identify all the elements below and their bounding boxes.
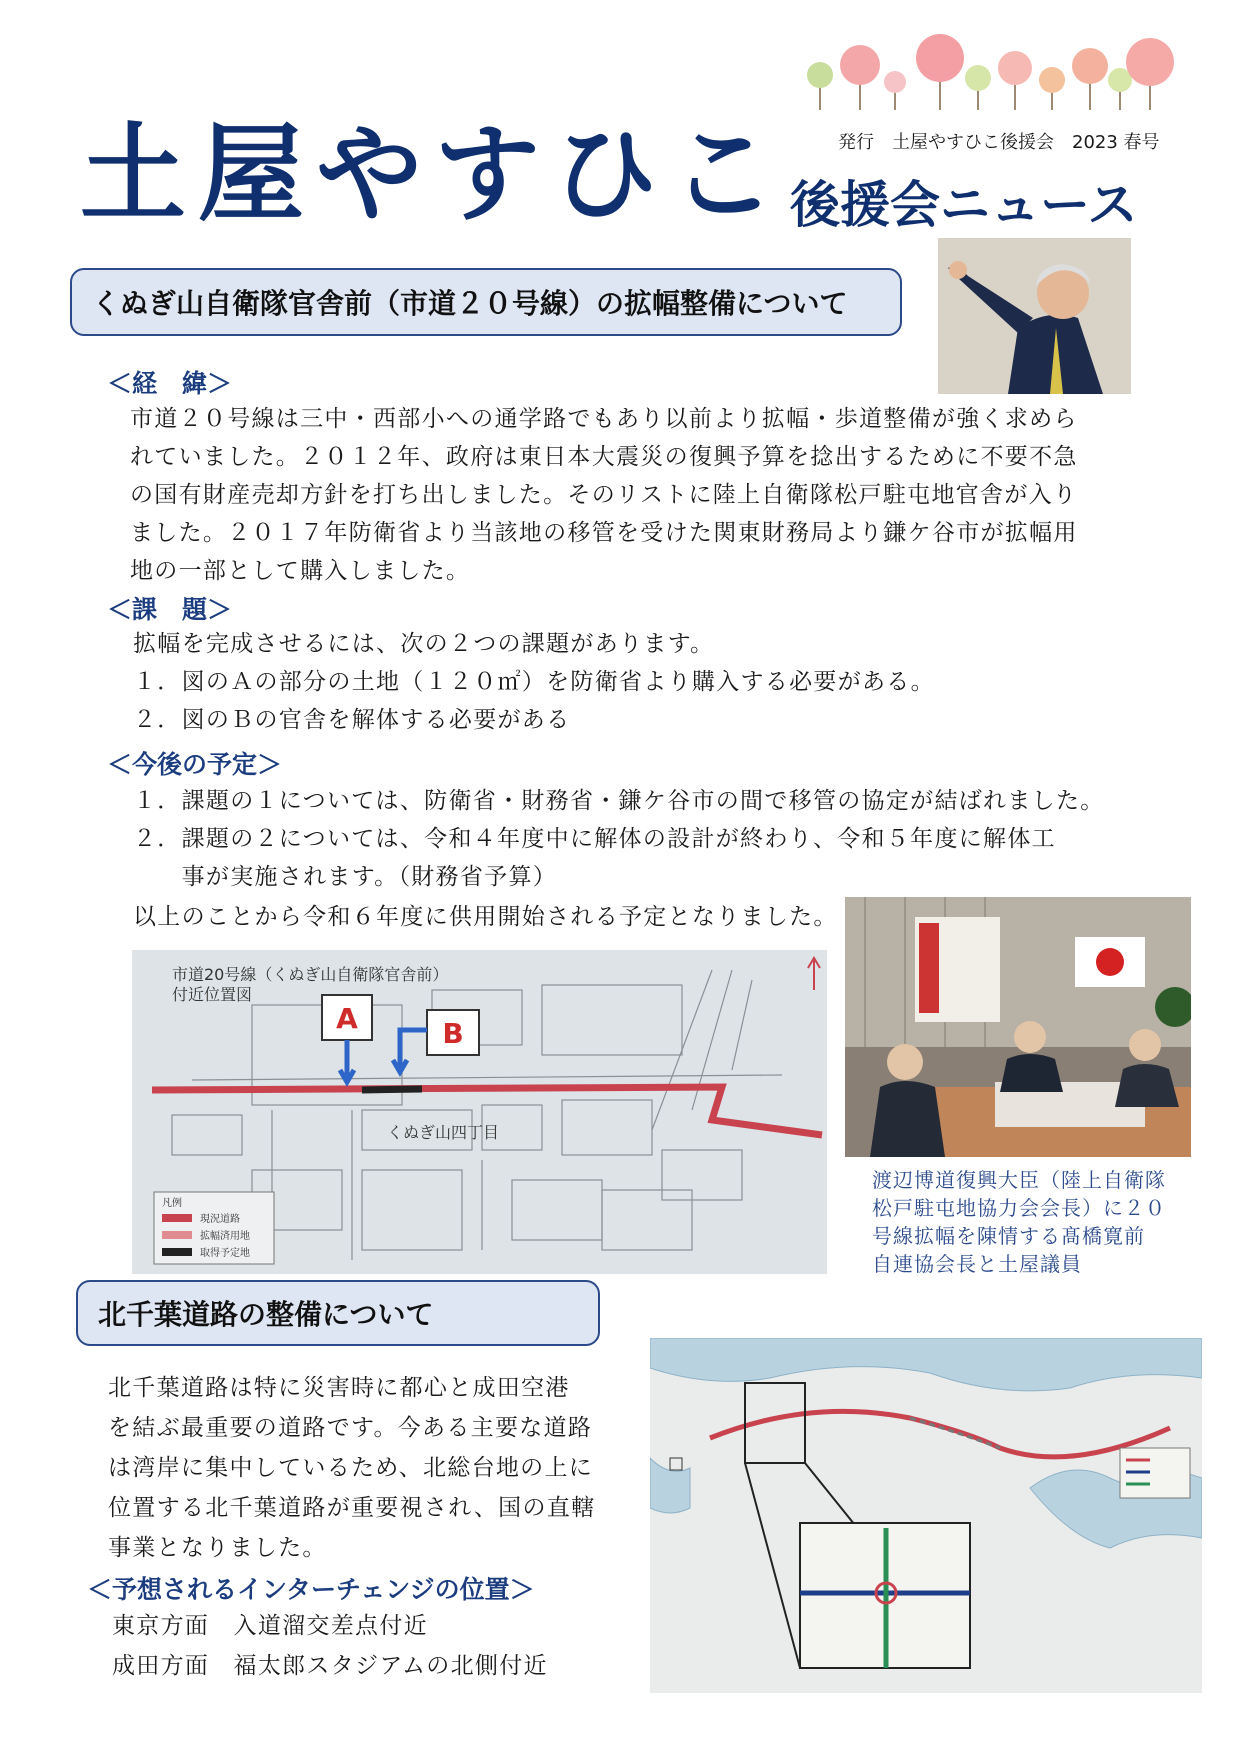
plan-item: 事が実施されます。（財務省予算） xyxy=(133,864,558,890)
caption-line: 渡辺博道復興大臣（陸上自衛隊 xyxy=(872,1168,1166,1192)
map-label-a: A xyxy=(336,1002,358,1035)
caption-line: 自連協会長と土屋議員 xyxy=(872,1252,1082,1276)
paragraph-line: を結ぶ最重要の道路です。今ある主要な道路 xyxy=(108,1415,593,1441)
plan-item: ２．課題の２については、令和４年度中に解体の設計が終わり、令和５年度に解体工 xyxy=(133,826,1056,852)
issue-item: １．図のＡの部分の土地（１２０㎡）を防衛省より購入する必要がある。 xyxy=(133,669,935,695)
kitachiba-paragraph xyxy=(108,1368,595,1568)
issues-list xyxy=(133,625,935,739)
paragraph-line: 位置する北千葉道路が重要視され、国の直轄 xyxy=(108,1495,596,1521)
legend-item: 拡幅済用地 xyxy=(200,1231,250,1242)
map-title-line1: 市道20号線（くぬぎ山自衛隊官舎前） xyxy=(172,965,449,984)
issue-item: ２．図のＢの官舎を解体する必要がある xyxy=(133,707,571,733)
interchange-direction: 東京方面 xyxy=(112,1613,210,1639)
map-legend xyxy=(154,1192,274,1264)
kitachiba-route-map xyxy=(650,1338,1202,1693)
section-title-kitachiba-road: 北千葉道路の整備について xyxy=(76,1280,600,1346)
map-area-name: くぬぎ山四丁目 xyxy=(387,1123,500,1142)
paragraph-line: 北千葉道路は特に災害時に都心と成田空港 xyxy=(108,1375,570,1401)
photo-caption xyxy=(872,1166,1166,1278)
meeting-photo xyxy=(845,897,1191,1157)
interchange-location: 福太郎スタジアムの北側付近 xyxy=(233,1653,548,1679)
paragraph-line: ました。２０１７年防衛省より当該地の移管を受けた関東財務局より鎌ケ谷市が拡幅用 xyxy=(130,520,1078,546)
caption-line: 松戸駐屯地協力会会長）に２０ xyxy=(872,1196,1166,1220)
caption-line: 号線拡幅を陳情する髙橋寛前 xyxy=(872,1224,1145,1248)
paragraph-line: 市道２０号線は三中・西部小への通学路でもあり以前より拡幅・歩道整備が強く求めら xyxy=(130,406,1078,432)
legend-item: 取得予定地 xyxy=(200,1248,250,1259)
background-heading: ＜経 緯＞ xyxy=(107,369,233,398)
paragraph-line: 地の一部として購入しました。 xyxy=(130,558,471,584)
interchange-row xyxy=(112,1606,548,1646)
background-paragraph xyxy=(130,400,1078,590)
paragraph-line: は湾岸に集中しているため、北総台地の上に xyxy=(108,1455,594,1481)
plan-heading: ＜今後の予定＞ xyxy=(107,750,283,779)
interchange-direction: 成田方面 xyxy=(112,1653,210,1679)
issues-intro: 拡幅を完成させるには、次の２つの課題があります。 xyxy=(133,631,715,657)
legend-item: 現況道路 xyxy=(200,1214,240,1225)
issues-heading: ＜課 題＞ xyxy=(107,595,233,624)
paragraph-line: の国有財産売却方針を打ち出しました。そのリストに陸上自衛隊松戸駐屯地官舎が入り xyxy=(130,482,1078,508)
paragraph-line: れていました。２０１２年、政府は東日本大震災の復興予算を捻出するために不要不急 xyxy=(130,444,1078,470)
page-title: 土屋やすひこ xyxy=(80,113,788,236)
map-label-b: B xyxy=(442,1017,464,1050)
page-subtitle: 後援会ニュース xyxy=(790,176,1138,234)
legend-title: 凡例 xyxy=(162,1198,182,1209)
section-title-road-widening: くぬぎ山自衛隊官舎前（市道２０号線）の拡幅整備について xyxy=(70,268,902,336)
interchange-location: 入道溜交差点付近 xyxy=(233,1613,428,1639)
location-map xyxy=(132,950,827,1274)
tree-decoration xyxy=(800,30,1180,115)
paragraph-line: 事業となりました。 xyxy=(108,1535,327,1561)
issuer-line: 発行 土屋やすひこ後援会 2023 春号 xyxy=(838,132,1160,153)
plan-item: １．課題の１については、防衛省・財務省・鎌ケ谷市の間で移管の協定が結ばれました。 xyxy=(133,788,1105,814)
plan-conclusion: 以上のことから令和６年度に供用開始される予定となりました。 xyxy=(133,904,838,930)
plan-list xyxy=(133,782,1105,896)
interchange-list xyxy=(112,1606,548,1686)
interchange-row xyxy=(112,1646,548,1686)
portrait-photo xyxy=(938,238,1131,394)
interchange-heading: ＜予想されるインターチェンジの位置＞ xyxy=(87,1575,535,1604)
map-title-line2: 付近位置図 xyxy=(172,985,253,1004)
